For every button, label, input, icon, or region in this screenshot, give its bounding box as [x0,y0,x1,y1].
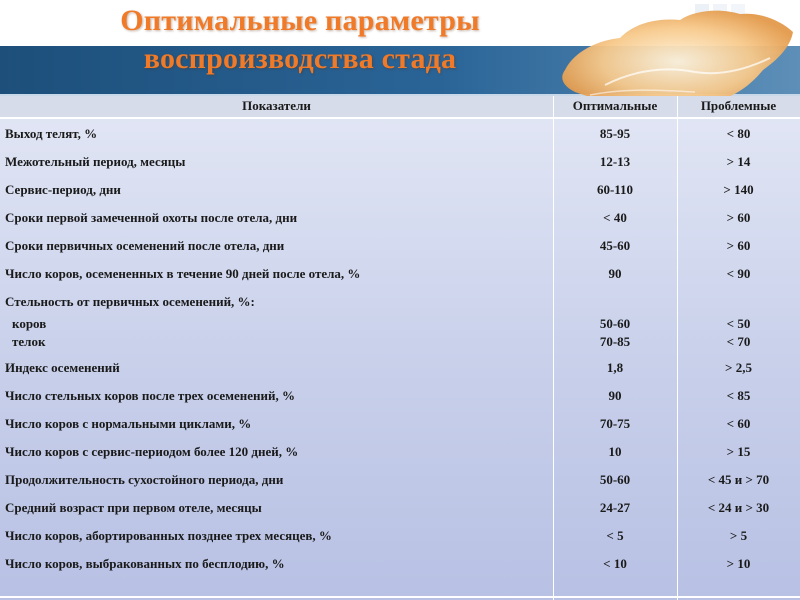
row-optimal-normal-cycles: 70-75 [599,416,631,431]
row-optimal-heifers: 70-85 [599,334,631,349]
row-problem-dry-period: < 45 и > 70 [707,472,770,487]
row-problem-inseminated-90-days: < 90 [726,266,751,281]
row-label-pregnant-after-three: Число стельных коров после трех осеменений, % [5,388,295,403]
row-problem-pregnant-after-three: < 85 [726,388,751,403]
row-optimal-cows: 50-60 [599,316,631,331]
slide-title-line-1: Оптимальные параметры [120,4,480,37]
row-problem-first-insemination: > 60 [726,238,751,253]
row-optimal-dry-period: 50-60 [599,472,631,487]
row-problem-cows: < 50 [726,316,751,331]
row-label-calf-yield: Выход телят, % [5,126,98,141]
header-indicators: Показатели [242,98,311,113]
row-label-service-over-120: Число коров с сервис-периодом более 120 дней, % [5,444,299,459]
row-label-aborted: Число коров, абортированных позднее трех месяцев, % [5,528,332,543]
header-optimal: Оптимальные [572,98,658,113]
table-bottom-line [0,596,800,598]
row-problem-culled-infertility: > 10 [726,556,751,571]
row-problem-service-over-120: > 15 [726,444,751,459]
row-problem-heifers: < 70 [726,334,751,349]
row-label-normal-cycles: Число коров с нормальными циклами, % [5,416,252,431]
row-optimal-culled-infertility: < 10 [603,556,627,571]
row-label-service-period: Сервис-период, дни [5,182,121,197]
row-problem-insemination-index: > 2,5 [725,360,752,375]
row-optimal-first-calving-age: 24-27 [599,500,631,515]
row-problem-service-period: > 140 [723,182,754,197]
row-label-heifers: телок [12,334,46,349]
row-optimal-service-period: 60-110 [596,182,634,197]
table-header-divider [0,117,800,119]
row-optimal-insemination-index: 1,8 [606,360,624,375]
row-problem-calf-yield: < 80 [726,126,751,141]
row-optimal-calf-yield: 85-95 [599,126,631,141]
row-problem-aborted: > 5 [729,528,748,543]
row-optimal-pregnant-after-three: 90 [608,388,622,403]
row-label-calving-interval: Межотельный период, месяцы [5,154,186,169]
row-problem-first-calving-age: < 24 и > 30 [707,500,770,515]
row-optimal-first-insemination: 45-60 [599,238,631,253]
row-problem-calving-interval: > 14 [726,154,751,169]
row-optimal-service-over-120: 10 [608,444,622,459]
row-optimal-inseminated-90-days: 90 [608,266,622,281]
row-problem-first-heat: > 60 [726,210,751,225]
row-optimal-first-heat: < 40 [603,210,627,225]
row-label-first-heat: Сроки первой замеченной охоты после отела, дни [5,210,298,225]
row-label-inseminated-90-days: Число коров, осемененных в течение 90 дней после отела, % [5,266,361,281]
row-label-first-calving-age: Средний возраст при первом отеле, месяцы [5,500,262,515]
row-label-cows: коров [12,316,47,331]
row-label-culled-infertility: Число коров, выбракованных по бесплодию, % [5,556,285,571]
row-label-dry-period: Продолжительность сухостойного периода, дни [5,472,284,487]
row-label-conception-rate: Стельность от первичных осеменений, %: [5,294,255,309]
row-label-first-insemination: Сроки первичных осеменений после отела, дни [5,238,285,253]
row-label-insemination-index: Индекс осеменений [5,360,120,375]
row-optimal-calving-interval: 12-13 [599,154,631,169]
header-problem: Проблемные [700,98,777,113]
row-problem-normal-cycles: < 60 [726,416,751,431]
row-optimal-aborted: < 5 [606,528,624,543]
slide-title-line-2: воспроизводства стада [143,42,457,75]
